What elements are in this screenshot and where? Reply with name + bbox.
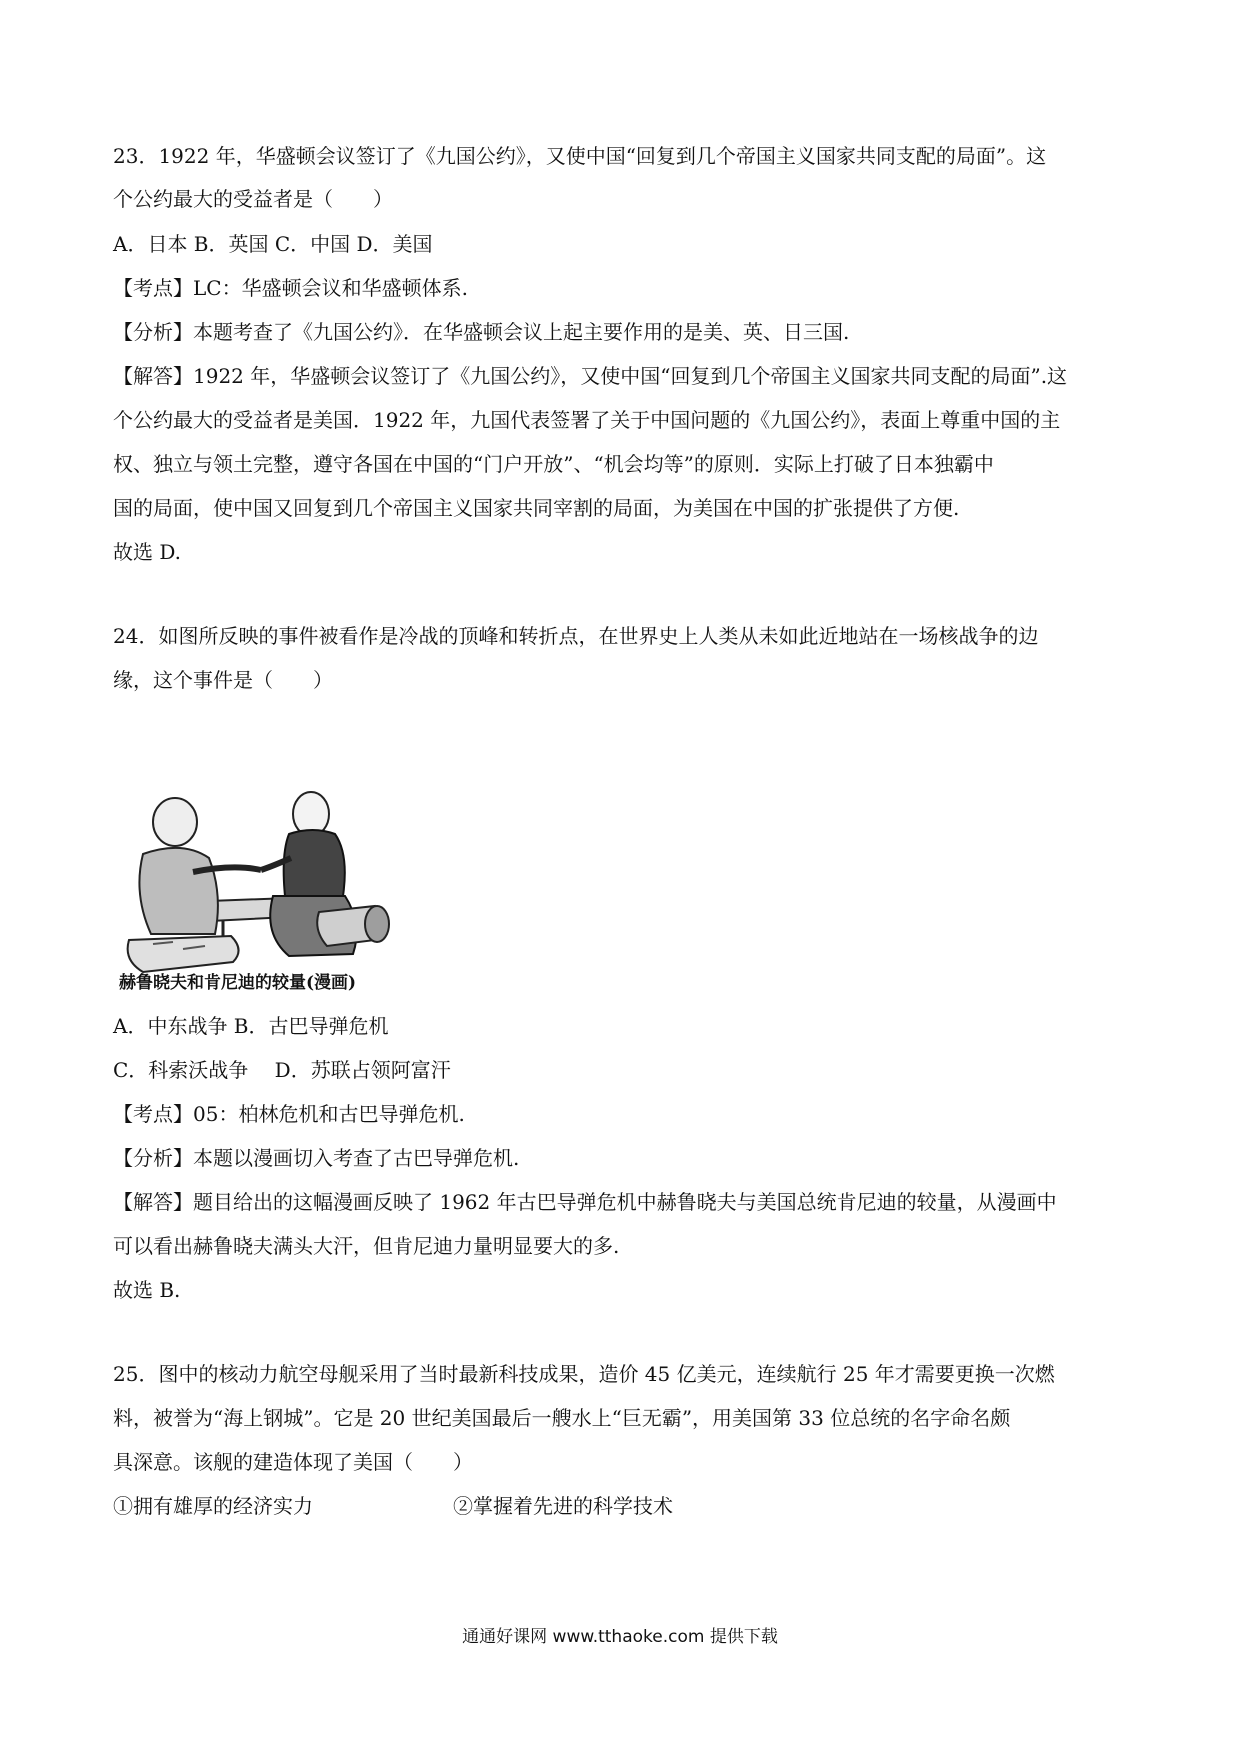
q24-jieda-line-1: 【解答】题目给出的这幅漫画反映了 1962 年古巴导弹危机中赫鲁晓夫与美国总统肯尼迪的较量，从漫画中 bbox=[113, 1190, 1057, 1214]
q23-options: A．日本 B．英国 C．中国 D．美国 bbox=[113, 232, 433, 256]
q25-choice-2: ②掌握着先进的科学技术 bbox=[453, 1494, 673, 1518]
q25-stem-line-1: 25．图中的核动力航空母舰采用了当时最新科技成果，造价 45 亿美元，连续航行 25 年才需要更换一次燃 bbox=[113, 1362, 1055, 1386]
q24-options-line-2: C．科索沃战争 D．苏联占领阿富汗 bbox=[113, 1058, 451, 1082]
q23-kaodian: 【考点】LC：华盛顿会议和华盛顿体系. bbox=[113, 276, 468, 300]
q24-stem-line-1: 24．如图所反映的事件被看作是冷战的顶峰和转折点，在世界史上人类从未如此近地站在一场核战争的边 bbox=[113, 624, 1039, 648]
cartoon-drawing bbox=[113, 784, 403, 996]
q24-stem-line-2: 缘，这个事件是（ ） bbox=[113, 668, 333, 692]
page-footer: 通通好课网 www.tthaoke.com 提供下载 bbox=[462, 1627, 778, 1647]
q25-choice-1: ①拥有雄厚的经济实力 bbox=[113, 1494, 313, 1518]
cartoon-image bbox=[113, 784, 403, 996]
q24-jieda-line-2: 可以看出赫鲁晓夫满头大汗，但肯尼迪力量明显要大的多. bbox=[113, 1234, 620, 1258]
q24-options-line-1: A．中东战争 B．古巴导弹危机 bbox=[113, 1014, 389, 1038]
q25-stem-line-2: 料，被誉为“海上钢城”。它是 20 世纪美国最后一艘水上“巨无霸”，用美国第 33 位总统的名字命名颇 bbox=[113, 1406, 1011, 1430]
q24-kaodian: 【考点】05：柏林危机和古巴导弹危机. bbox=[113, 1102, 465, 1126]
q23-fenxi: 【分析】本题考查了《九国公约》．在华盛顿会议上起主要作用的是美、英、日三国. bbox=[113, 320, 850, 344]
q23-answer: 故选 D. bbox=[113, 540, 182, 564]
q23-jieda-line-4: 国的局面，使中国又回复到几个帝国主义国家共同宰割的局面，为美国在中国的扩张提供了方便. bbox=[113, 496, 960, 520]
q23-stem-line-2: 个公约最大的受益者是（ ） bbox=[113, 187, 393, 211]
q25-stem-line-3: 具深意。该舰的建造体现了美国（ ） bbox=[113, 1450, 473, 1474]
q25-choices bbox=[113, 1492, 1133, 1520]
cartoon-caption: 赫鲁晓夫和肯尼迪的较量(漫画) bbox=[119, 973, 357, 993]
q24-answer: 故选 B. bbox=[113, 1278, 181, 1302]
q23-jieda-line-1: 【解答】1922 年，华盛顿会议签订了《九国公约》，又使中国“回复到几个帝国主义国家共同支配的局面”.这 bbox=[113, 364, 1068, 388]
q24-fenxi: 【分析】本题以漫画切入考查了古巴导弹危机. bbox=[113, 1146, 520, 1170]
q23-stem-line-1: 23．1922 年，华盛顿会议签订了《九国公约》，又使中国“回复到几个帝国主义国家共同支配的局面”。这 bbox=[113, 144, 1047, 168]
q23-jieda-line-2: 个公约最大的受益者是美国．1922 年，九国代表签署了关于中国问题的《九国公约》，表面上尊重中国的主 bbox=[113, 408, 1061, 432]
q23-jieda-line-3: 权、独立与领土完整，遵守各国在中国的“门户开放”、“机会均等”的原则．实际上打破了日本独霸中 bbox=[113, 452, 994, 476]
